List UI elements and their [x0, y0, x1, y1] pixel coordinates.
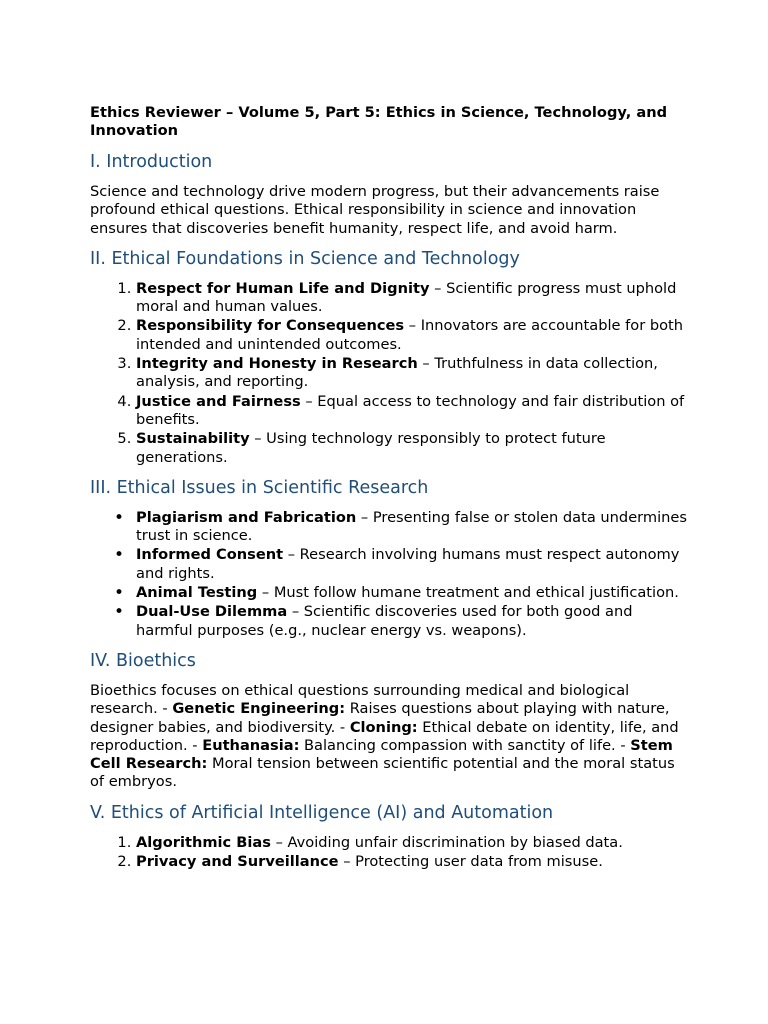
item-term: Integrity and Honesty in Research — [136, 355, 418, 373]
item-description: – Equal access to technology and fair distribution of benefits. — [136, 392, 685, 428]
item-description: – Using technology responsibly to protect future generations. — [136, 430, 606, 466]
item-term: Algorithmic Bias — [136, 833, 271, 851]
item-term: Justice and Fairness — [136, 392, 301, 410]
list-item — [136, 509, 690, 546]
list-item — [136, 393, 690, 430]
list-item — [136, 853, 690, 871]
item-description: – Innovators are accountable for both intended and unintended outcomes. — [136, 317, 684, 353]
foundations-list — [90, 280, 690, 467]
list-item — [136, 280, 690, 317]
list-item — [136, 834, 690, 852]
item-term: Sustainability — [136, 430, 250, 448]
item-description: – Scientific progress must uphold moral and human values. — [136, 279, 677, 316]
item-description: – Research involving humans must respect autonomy and rights. — [136, 546, 680, 582]
list-item — [136, 317, 690, 354]
bioethics-description: Raises questions about playing with nature, designer babies, and biodiversity. - — [90, 700, 670, 736]
ai-list — [90, 834, 690, 872]
section-heading-ai: V. Ethics of Artificial Intelligence (AI) and Automation — [90, 802, 554, 823]
item-term: Plagiarism and Fabrication — [136, 508, 357, 526]
item-term: Responsibility for Consequences — [136, 317, 405, 335]
bioethics-description: Ethical debate on identity, life, and reproduction. - — [90, 718, 679, 754]
bioethics-term: Cloning: — [349, 718, 418, 736]
item-term: Animal Testing — [136, 584, 258, 602]
list-item — [136, 355, 690, 392]
bioethics-description: Balancing compassion with sanctity of life. - — [299, 736, 631, 754]
item-term: Dual-Use Dilemma — [136, 603, 288, 621]
list-item — [136, 584, 690, 602]
item-description: – Protecting user data from misuse. — [338, 853, 603, 871]
item-term: Privacy and Surveillance — [136, 853, 339, 871]
section-heading-issues: III. Ethical Issues in Scientific Research — [90, 477, 429, 498]
document-title: Ethics Reviewer – Volume 5, Part 5: Ethics in Science, Technology, and Innovation — [90, 104, 668, 139]
item-description: – Avoiding unfair discrimination by biased data. — [270, 833, 623, 851]
issues-list — [90, 509, 690, 640]
item-term: Informed Consent — [136, 546, 284, 564]
introduction-paragraph: Science and technology drive modern progress, but their advancements raise profound ethical questions. Ethical responsibility in science and innovation ensures that discoveries benefit humanity, respect life, and avoid harm. — [90, 183, 660, 237]
bioethics-description: Moral tension between scientific potential and the moral status of embryos. — [90, 755, 675, 791]
item-description: – Must follow humane treatment and ethical justification. — [257, 584, 679, 602]
item-description: – Presenting false or stolen data undermines trust in science. — [136, 508, 688, 545]
bioethics-term: Euthanasia: — [202, 736, 300, 754]
list-item — [136, 546, 690, 583]
section-heading-foundations: II. Ethical Foundations in Science and Technology — [90, 248, 520, 269]
list-item — [136, 430, 690, 467]
bioethics-term: Genetic Engineering: — [172, 700, 346, 718]
item-description: – Truthfulness in data collection, analysis, and reporting. — [136, 355, 658, 391]
bioethics-intro: Bioethics focuses on ethical questions surrounding medical and biological research. - — [90, 681, 630, 718]
item-term: Respect for Human Life and Dignity — [136, 279, 430, 297]
document-page — [90, 104, 690, 881]
list-item — [136, 603, 690, 640]
item-description: – Scientific discoveries used for both good and harmful purposes (e.g., nuclear energy vs. weapons). — [136, 603, 633, 639]
bioethics-term: Stem Cell Research: — [90, 736, 673, 773]
section-heading-introduction: I. Introduction — [90, 152, 213, 172]
section-heading-bioethics: IV. Bioethics — [90, 650, 196, 671]
bioethics-paragraph — [90, 682, 690, 792]
